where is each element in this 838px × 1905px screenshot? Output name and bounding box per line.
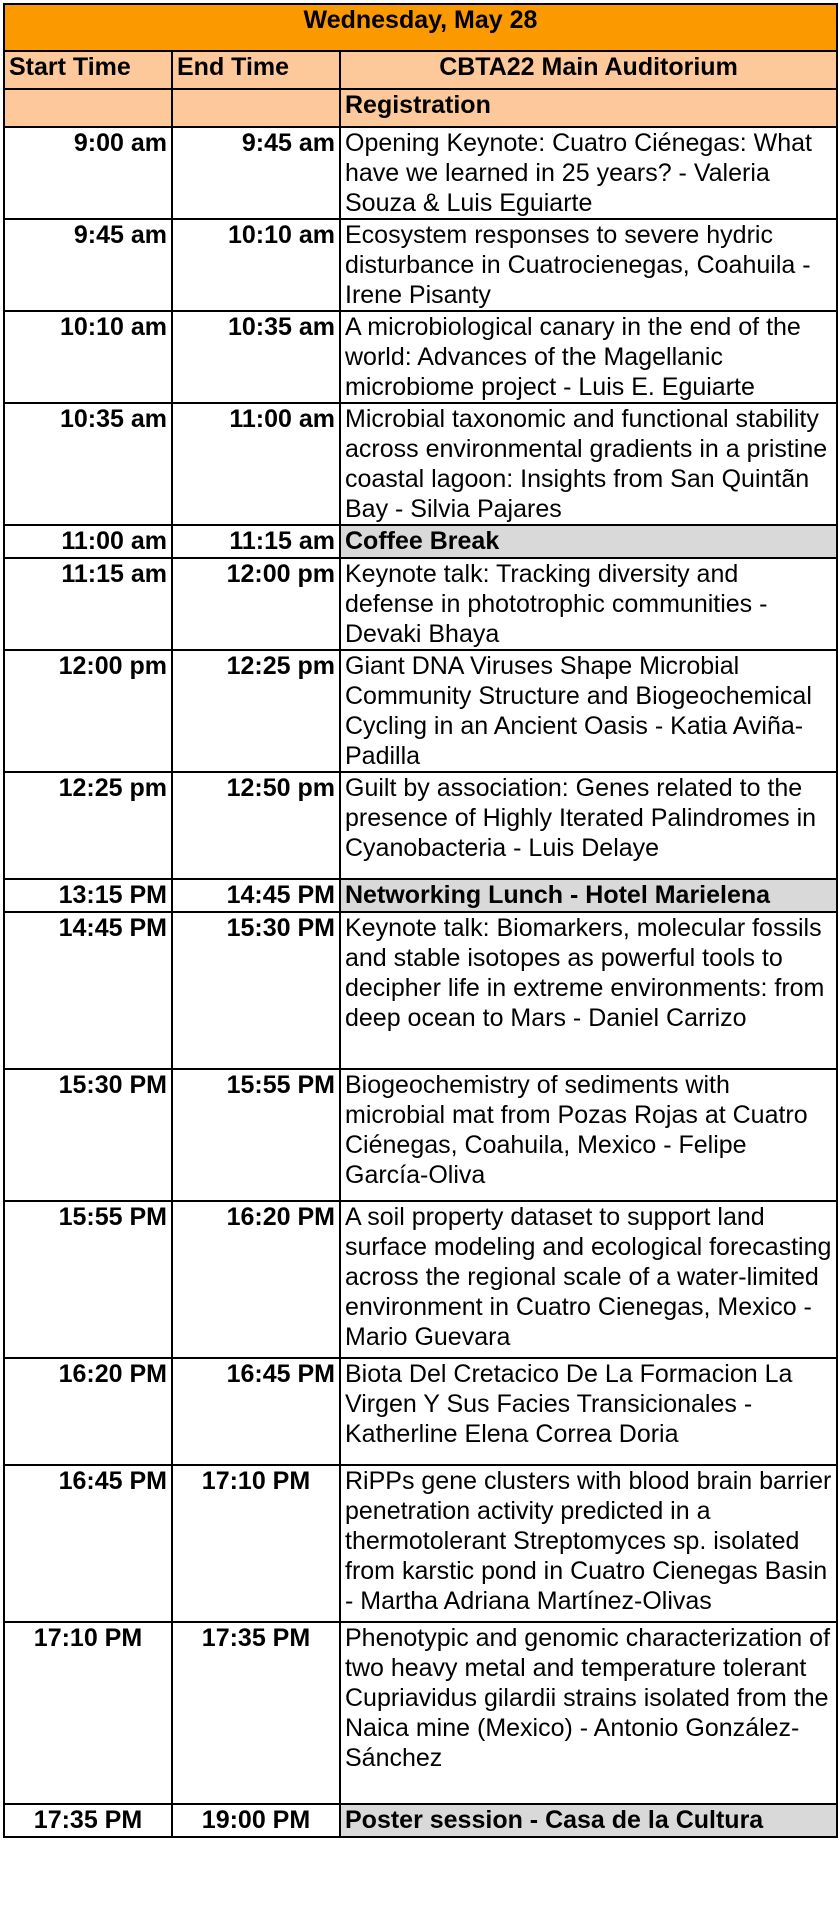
registration-start-cell	[4, 89, 172, 127]
registration-end-cell	[172, 89, 340, 127]
session-row	[4, 1465, 837, 1622]
end-time: 14:45 PM	[172, 879, 340, 912]
start-time: 11:15 am	[4, 558, 172, 650]
session-title: Keynote talk: Tracking diversity and defense in phototrophic communities - Devaki Bhaya	[340, 558, 837, 650]
end-time: 10:35 am	[172, 311, 340, 403]
start-time: 9:00 am	[4, 127, 172, 219]
break-row	[4, 1804, 837, 1837]
end-time: 19:00 PM	[172, 1804, 340, 1837]
end-time: 16:20 PM	[172, 1201, 340, 1358]
session-row	[4, 912, 837, 1069]
end-time: 17:35 PM	[172, 1622, 340, 1804]
session-title: A soil property dataset to support land surface modeling and ecological forecasting across the regional scale of a water-limited environment in Cuatro Cienegas, Mexico - Mario Guevara	[340, 1201, 837, 1358]
session-row	[4, 403, 837, 525]
break-row	[4, 879, 837, 912]
end-time: 12:25 pm	[172, 650, 340, 772]
start-time: 12:25 pm	[4, 772, 172, 879]
session-row	[4, 127, 837, 219]
end-time: 10:10 am	[172, 219, 340, 311]
session-title: Ecosystem responses to severe hydric disturbance in Cuatrocienegas, Coahuila - Irene Pisanty	[340, 219, 837, 311]
session-row	[4, 1622, 837, 1804]
registration-label: Registration	[340, 89, 837, 127]
session-row	[4, 1069, 837, 1201]
start-time: 16:45 PM	[4, 1465, 172, 1622]
start-time: 16:20 PM	[4, 1358, 172, 1465]
end-time: 11:00 am	[172, 403, 340, 525]
session-row	[4, 558, 837, 650]
start-time: 12:00 pm	[4, 650, 172, 772]
session-row	[4, 219, 837, 311]
session-title: Biogeochemistry of sediments with microbial mat from Pozas Rojas at Cuatro Ciénegas, Coahuila, Mexico - Felipe García-Oliva	[340, 1069, 837, 1201]
start-time: 17:35 PM	[4, 1804, 172, 1837]
session-title: Biota Del Cretacico De La Formacion La Virgen Y Sus Facies Transicionales - Katherline Elena Correa Doria	[340, 1358, 837, 1465]
end-time: 16:45 PM	[172, 1358, 340, 1465]
end-time: 11:15 am	[172, 525, 340, 558]
end-time: 17:10 PM	[172, 1465, 340, 1622]
end-time: 15:30 PM	[172, 912, 340, 1069]
start-time: 10:10 am	[4, 311, 172, 403]
end-time: 15:55 PM	[172, 1069, 340, 1201]
break-title: Poster session - Casa de la Cultura	[340, 1804, 837, 1837]
registration-row	[4, 89, 837, 127]
schedule-table	[3, 3, 838, 1838]
end-time: 9:45 am	[172, 127, 340, 219]
start-time: 10:35 am	[4, 403, 172, 525]
session-title: Guilt by association: Genes related to the presence of Highly Iterated Palindromes in Cyanobacteria - Luis Delaye	[340, 772, 837, 879]
session-title: Giant DNA Viruses Shape Microbial Community Structure and Biogeochemical Cycling in an Ancient Oasis - Katia Aviña-Padilla	[340, 650, 837, 772]
start-time-header: Start Time	[4, 51, 172, 89]
break-row	[4, 525, 837, 558]
start-time: 15:55 PM	[4, 1201, 172, 1358]
session-title: A microbiological canary in the end of the world: Advances of the Magellanic microbiome project - Luis E. Eguiarte	[340, 311, 837, 403]
session-title: Microbial taxonomic and functional stability across environmental gradients in a pristine coastal lagoon: Insights from San Quintãn Bay - Silvia Pajares	[340, 403, 837, 525]
start-time: 14:45 PM	[4, 912, 172, 1069]
break-title: Coffee Break	[340, 525, 837, 558]
day-title-row	[4, 4, 837, 51]
session-row	[4, 650, 837, 772]
break-title: Networking Lunch - Hotel Marielena	[340, 879, 837, 912]
day-title: Wednesday, May 28	[4, 4, 837, 51]
column-header-row	[4, 51, 837, 89]
session-title: Phenotypic and genomic characterization of two heavy metal and temperature tolerant Cupriavidus gilardii strains isolated from the Naica mine (Mexico) - Antonio González-Sánchez	[340, 1622, 837, 1804]
end-time: 12:00 pm	[172, 558, 340, 650]
start-time: 13:15 PM	[4, 879, 172, 912]
session-row	[4, 1201, 837, 1358]
end-time-header: End Time	[172, 51, 340, 89]
session-row	[4, 311, 837, 403]
start-time: 17:10 PM	[4, 1622, 172, 1804]
start-time: 11:00 am	[4, 525, 172, 558]
session-row	[4, 1358, 837, 1465]
venue-header: CBTA22 Main Auditorium	[340, 51, 837, 89]
session-title: Opening Keynote: Cuatro Ciénegas: What have we learned in 25 years? - Valeria Souza & Luis Eguiarte	[340, 127, 837, 219]
end-time: 12:50 pm	[172, 772, 340, 879]
session-row	[4, 772, 837, 879]
session-title: RiPPs gene clusters with blood brain barrier penetration activity predicted in a thermotolerant Streptomyces sp. isolated from karstic pond in Cuatro Cienegas Basin - Martha Adriana Martínez-Olivas	[340, 1465, 837, 1622]
session-title: Keynote talk: Biomarkers, molecular fossils and stable isotopes as powerful tools to decipher life in extreme environments: from deep ocean to Mars - Daniel Carrizo	[340, 912, 837, 1069]
start-time: 9:45 am	[4, 219, 172, 311]
start-time: 15:30 PM	[4, 1069, 172, 1201]
